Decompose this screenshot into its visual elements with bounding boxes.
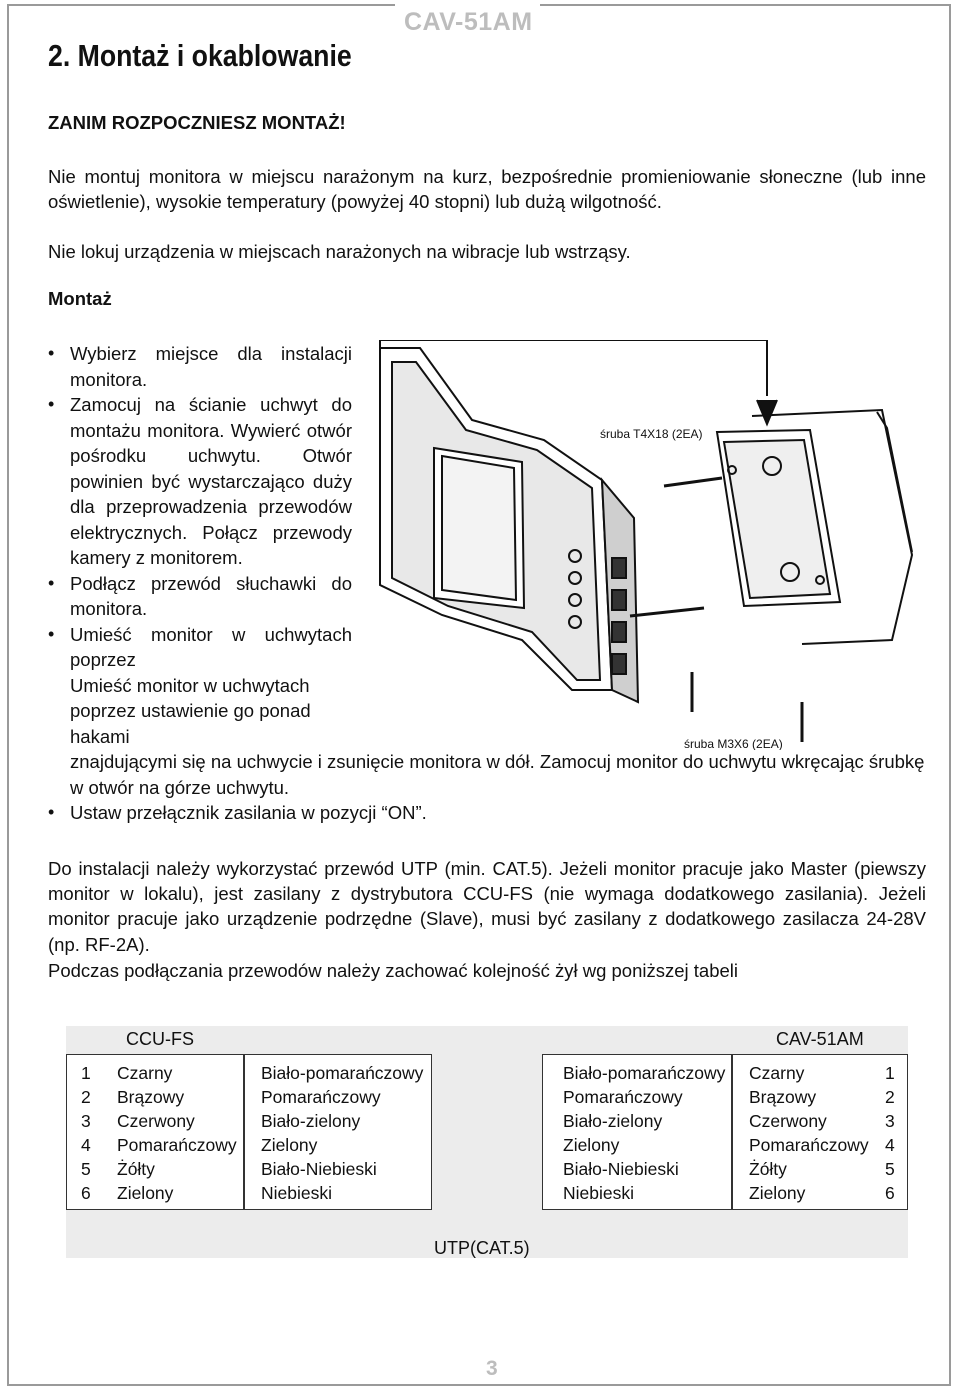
header-model: CAV-51AM <box>404 8 533 36</box>
wire-color: Brązowy <box>749 1087 817 1107</box>
pin-number: 3 <box>81 1111 91 1131</box>
step-item: • Wybierz miejsce dla instalacji monitora. <box>48 341 352 392</box>
step-item-continued <box>48 749 928 800</box>
wire-color: Żółty <box>117 1159 155 1179</box>
pin-number: 6 <box>81 1183 91 1203</box>
pin-number: 5 <box>885 1159 895 1179</box>
wire-color: Brązowy <box>117 1087 185 1107</box>
wire-color: Zielony <box>117 1183 174 1203</box>
note-line: Podczas podłączania przewodów należy zachować kolejność żył wg poniższej tabeli <box>48 960 739 981</box>
wire-color: Czarny <box>117 1063 173 1083</box>
utp-wire: Niebieski <box>261 1183 332 1203</box>
utp-wire: Zielony <box>261 1135 318 1155</box>
wire-color: Czarny <box>749 1063 805 1083</box>
utp-wire: Biało-Niebieski <box>261 1159 377 1179</box>
note-paragraph: Do instalacji należy wykorzystać przewód UTP (min. CAT.5). Jeżeli monitor pracuje jako Master (piewszy monitor w lokalu), jest zasilany z dystrybutora CCU-FS (nie wymaga dodatkowego zasilania). Jeżeli monitor pracuje jako urządzenie podrzędne (Slave), musi być zasilany z dodatkowego zasilacza 24-28V (np. RF-2A). <box>48 858 926 955</box>
step-item: • Umieść monitor w uchwytach poprzez Umieść monitor w uchwytach poprzez ustawienie go ponad hakami <box>48 622 352 750</box>
montaz-heading: Montaż <box>48 288 112 309</box>
wire-color: Zielony <box>749 1183 806 1203</box>
utp-wire: Pomarańczowy <box>261 1087 381 1107</box>
pin-number: 6 <box>885 1183 895 1203</box>
step-item: • Zamocuj na ścianie uchwyt do montażu monitora. Wywierć otwór pośrodku uchwytu. Otwór powinien być wystarczająco duży dla przeprowadzenia przewodów elektrycznych. Połącz przewody kamery z monitorem. <box>48 392 352 571</box>
wire-color: Pomarańczowy <box>117 1135 237 1155</box>
wire-color: Żółty <box>749 1159 787 1179</box>
pin-number: 4 <box>81 1135 91 1155</box>
utp-right-block <box>542 1054 732 1210</box>
mounting-illustration <box>372 340 914 750</box>
warning-paragraph-2: Nie lokuj urządzenia w miejscach narażonych na wibracje lub wstrząsy. <box>48 241 631 262</box>
ccu-label: CCU-FS <box>126 1029 194 1049</box>
pin-number: 4 <box>885 1135 895 1155</box>
cav-label: CAV-51AM <box>776 1029 864 1049</box>
utp-wire: Biało-zielony <box>261 1111 361 1131</box>
step-continuation-text: znajdującymi się na uchwycie i zsunięcie monitora w dół. Zamocuj monitor do uchwytu wkręcając śrubkę w otwór na górze uchwytu. <box>70 751 925 798</box>
screw-label-bottom: śruba M3X6 (2EA) <box>684 737 783 750</box>
chapter-title: 2. Montaż i okablowanie <box>48 38 352 73</box>
warning-paragraph-1: Nie montuj monitora w miejscu narażonym na kurz, bezpośrednie promieniowanie słoneczne (lub inne oświetlenie), wysokie temperatury (powyżej 40 stopni) lub dużą wilgotność. <box>48 166 926 212</box>
utp-wire: Biało-pomarańczowy <box>261 1063 424 1083</box>
screw-label-top: śruba T4X18 (2EA) <box>600 427 703 441</box>
frame-top-left <box>7 4 395 6</box>
warning-heading: ZANIM ROZPOCZNIESZ MONTAŻ! <box>48 112 346 133</box>
pin-number: 1 <box>81 1063 91 1083</box>
step-item-tail: Umieść monitor w uchwytach poprzez ustawienie go ponad hakami <box>70 674 311 747</box>
pin-number: 5 <box>81 1159 91 1179</box>
pin-number: 2 <box>81 1087 91 1107</box>
wire-color: Pomarańczowy <box>749 1135 869 1155</box>
cav-terminal-block <box>732 1054 908 1210</box>
utp-wire: Zielony <box>563 1135 620 1155</box>
frame-top-right <box>540 4 951 6</box>
utp-wire: Biało-zielony <box>563 1111 663 1131</box>
utp-left-block <box>244 1054 432 1210</box>
wire-color: Czerwony <box>749 1111 827 1131</box>
wire-color: Czerwony <box>117 1111 195 1131</box>
utp-wire: Biało-pomarańczowy <box>563 1063 726 1083</box>
step-item: • Ustaw przełącznik zasilania w pozycji “ON”. <box>48 800 928 826</box>
step-item: • Podłącz przewód słuchawki do monitora. <box>48 571 352 622</box>
page-number: 3 <box>486 1357 498 1380</box>
utp-wire: Niebieski <box>563 1183 634 1203</box>
pin-number: 3 <box>885 1111 895 1131</box>
pin-number: 1 <box>885 1063 895 1083</box>
cable-label: UTP(CAT.5) <box>434 1238 530 1258</box>
utp-wire: Pomarańczowy <box>563 1087 683 1107</box>
pin-number: 2 <box>885 1087 895 1107</box>
ccu-terminal-block <box>66 1054 244 1210</box>
utp-wire: Biało-Niebieski <box>563 1159 679 1179</box>
